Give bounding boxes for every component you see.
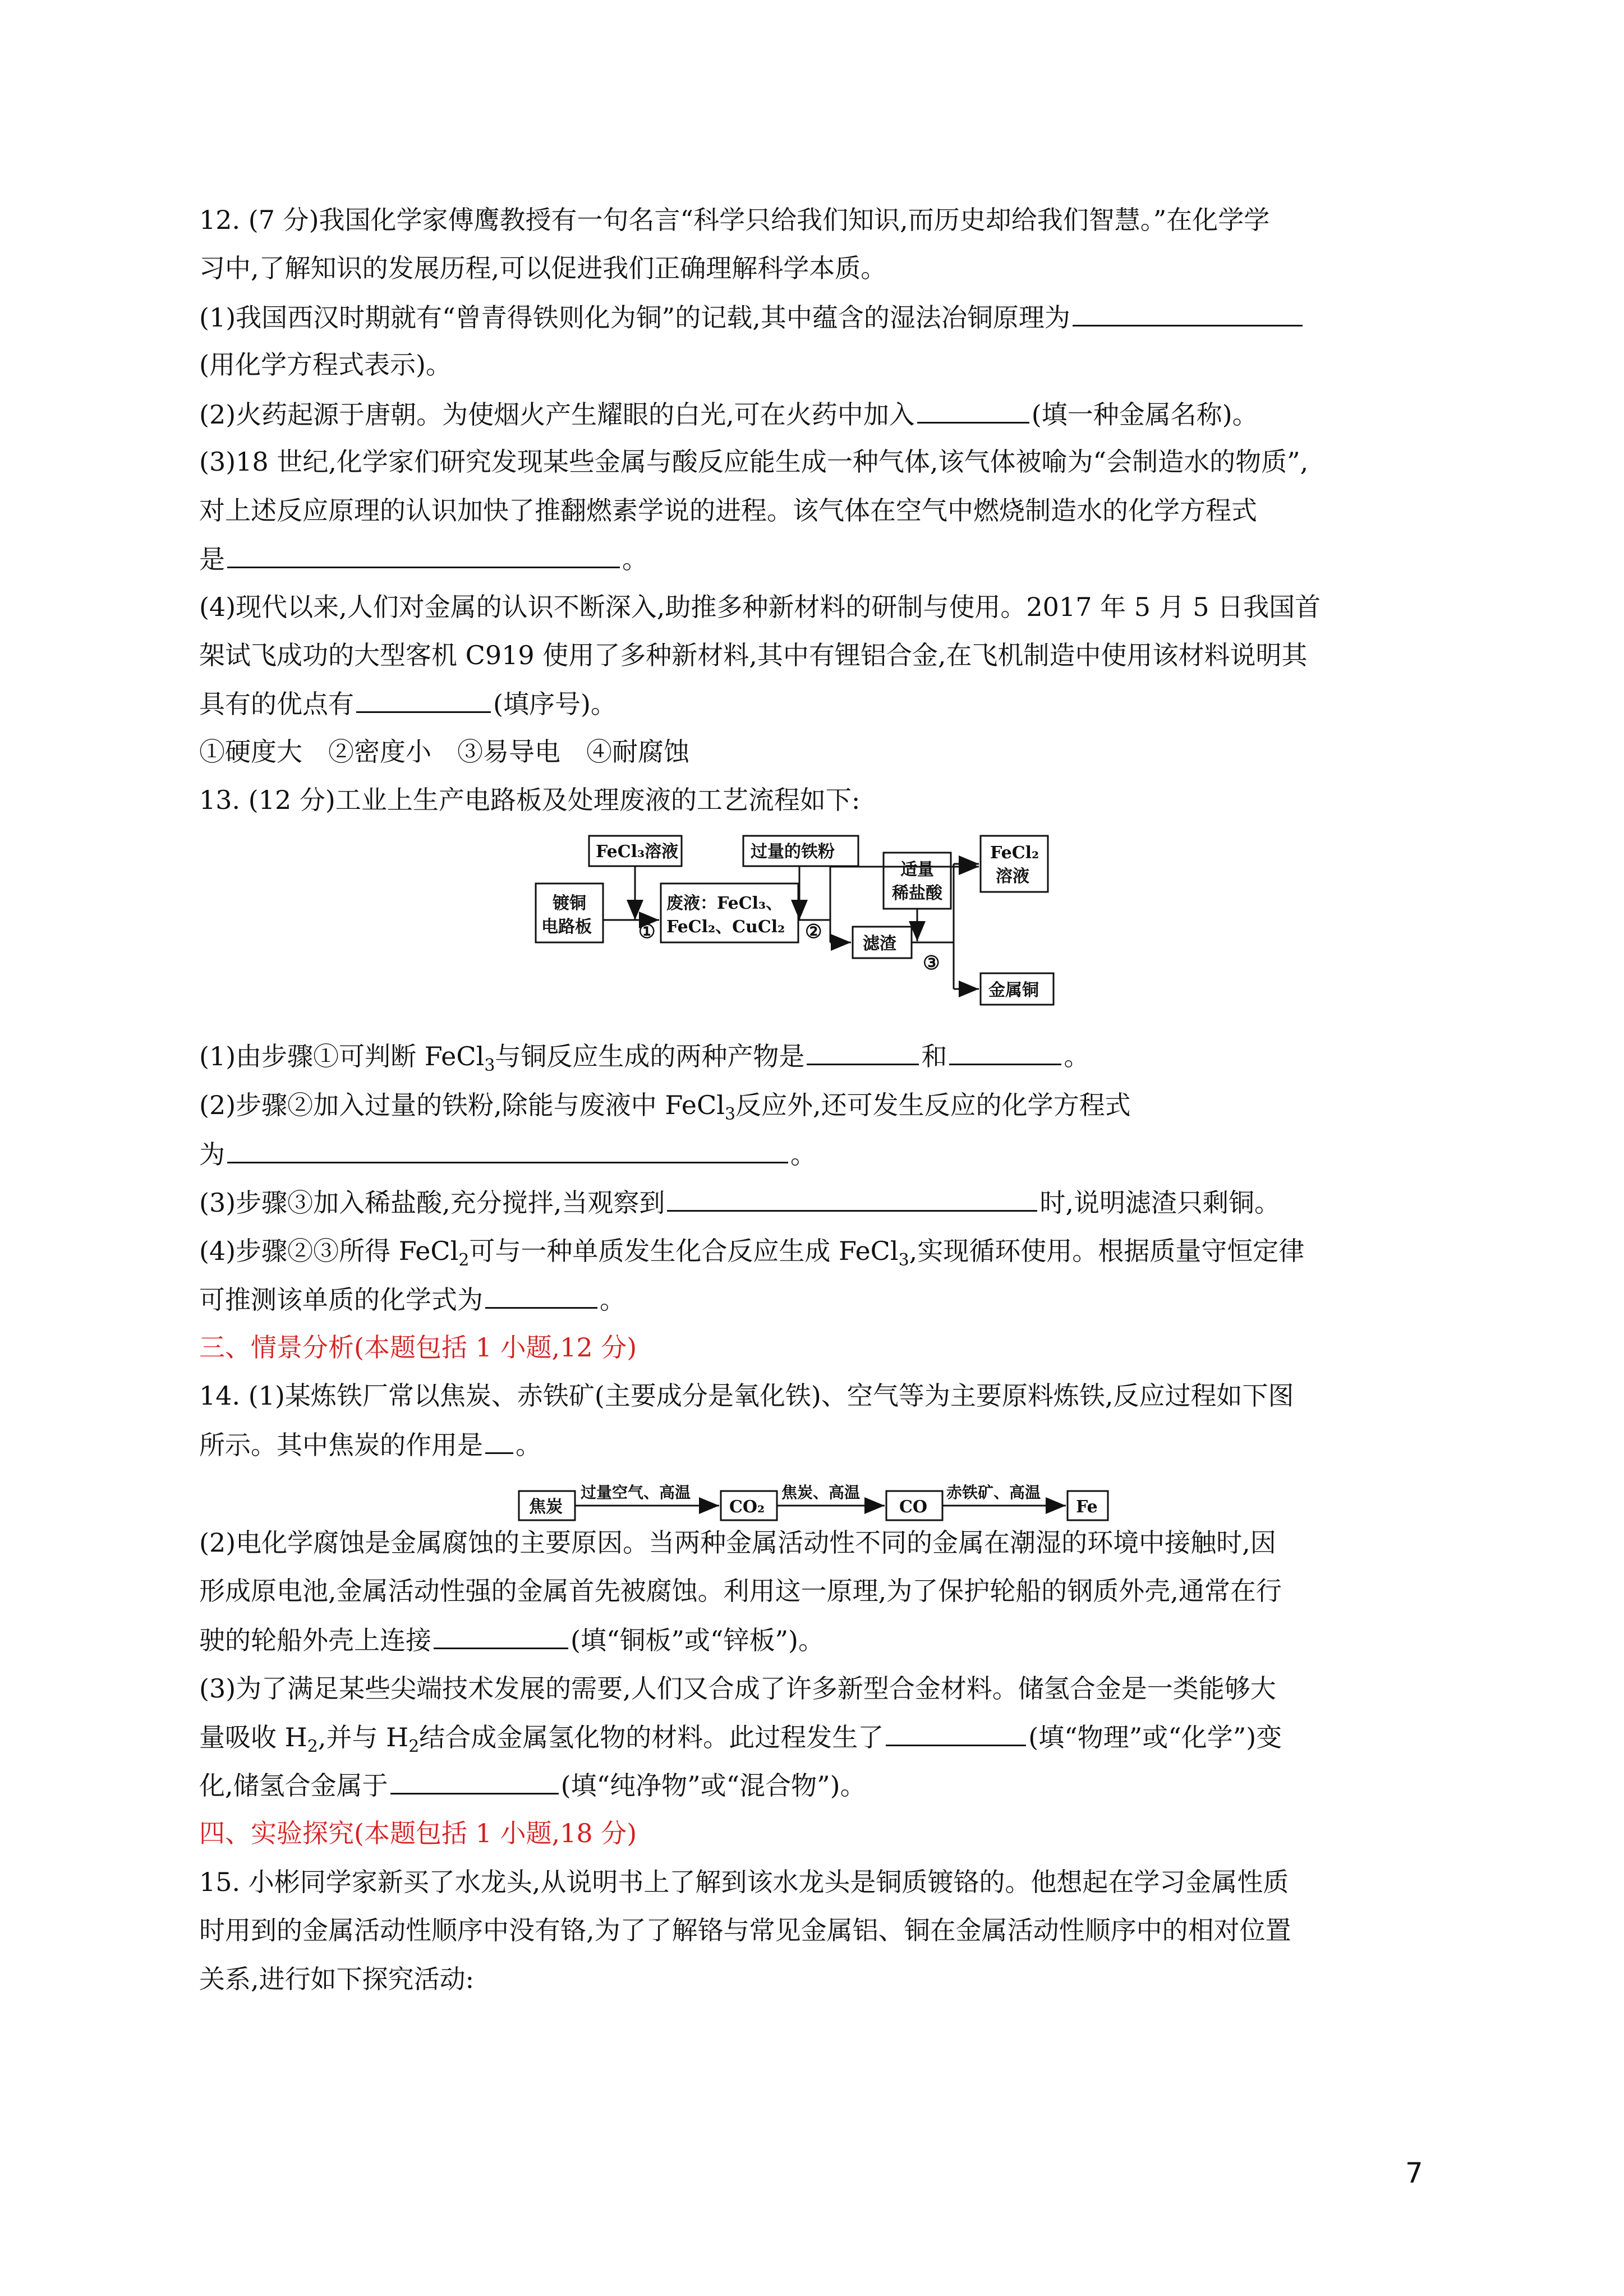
q12-part3-text: (3)18 世纪,化学家们研究发现某些金属与酸反应能生成一种气体,该气体被喻为“会制造水的物质”, (199, 447, 1309, 477)
flow-label-fecl2-1: FeCl₂ (990, 843, 1039, 863)
flow-label-copper: 金属铜 (988, 981, 1039, 1000)
q14-part3-text4: 结合成金属氢化物的材料。此过程发生了 (419, 1722, 884, 1752)
q15-line2 (199, 1913, 1291, 1947)
q13-part1-answer-blank1[interactable] (807, 1039, 919, 1065)
q12-part3-text3: 是 (199, 544, 225, 574)
q14-part3-answer-blank1[interactable] (886, 1720, 1026, 1746)
q12-part4-answer-blank[interactable] (356, 687, 491, 713)
q12-part4-line3 (199, 687, 617, 721)
q13-part4-text3: ,实现循环使用。根据质量守恒定律 (909, 1236, 1305, 1266)
q13-part2-text2: 反应外,还可发生反应的化学方程式 (735, 1090, 1131, 1120)
q14-part3-line2 (199, 1720, 1282, 1764)
q12-part4-text4: (填序号)。 (493, 689, 617, 719)
q14-part1-text: 14. (1)某炼铁厂常以焦炭、赤铁矿(主要成分是氧化铁)、空气等为主要原料炼铁,反应过程如下图 (199, 1381, 1294, 1411)
q15-text1: 15. 小彬同学家新买了水龙头,从说明书上了解到该水龙头是铜质镀铬的。他想起在学习金属性质 (199, 1867, 1289, 1897)
flow-label-hcl-1: 适量 (900, 860, 934, 880)
q14-part3-text5: (填“物理”或“化学”)变 (1028, 1722, 1282, 1752)
q14-part2-line3 (199, 1623, 824, 1657)
q12-part4-text: (4)现代以来,人们对金属的认识不断深入,助推多种新材料的研制与使用。2017 年 5 月 5 日我国首 (199, 592, 1321, 622)
q15-line3 (199, 1962, 474, 1996)
q12-part1-line1 (199, 300, 1305, 334)
q13-part2-text: (2)步骤②加入过量的铁粉,除能与废液中 FeCl (199, 1090, 725, 1120)
q13-part4-text5: 。 (600, 1285, 625, 1315)
section4-heading-text: 四、实验探究(本题包括 1 小题,18 分) (199, 1818, 637, 1848)
q12-part3-text2: 对上述反应原理的认识加快了推翻燃素学说的进程。该气体在空气中燃烧制造水的化学方程式 (199, 495, 1257, 526)
flow-label-cond3: 赤铁矿、高温 (946, 1483, 1041, 1502)
flow-label-hcl-2: 稀盐酸 (892, 884, 942, 903)
flow-label-coke: 焦炭 (529, 1497, 563, 1517)
q12-part2-text: (2)火药起源于唐朝。为使烟火产生耀眼的白光,可在火药中加入 (199, 399, 915, 430)
q13-part1-text: (1)由步骤①可判断 FeCl (199, 1041, 485, 1071)
q14-ironmaking-flow-diagram (513, 1474, 1119, 1525)
q13-part3-line (199, 1185, 1280, 1220)
section3-heading (199, 1331, 637, 1364)
q14-part3-answer-blank2[interactable] (390, 1768, 559, 1795)
flow-label-waste-1: 废液：FeCl₃、 (666, 894, 783, 913)
flow-label-fe: Fe (1076, 1497, 1098, 1517)
q13-part1-text3: 和 (921, 1041, 947, 1071)
q13-part2-line2 (199, 1137, 816, 1171)
q12-stem-text2: 习中,了解知识的发展历程,可以促进我们正确理解科学本质。 (199, 253, 887, 283)
q14-part2-line2 (199, 1574, 1282, 1608)
q13-part1-sub: 3 (484, 1056, 495, 1076)
q13-part1-text2: 与铜反应生成的两种产物是 (495, 1041, 805, 1071)
q14-part2-text4: (填“铜板”或“锌板”)。 (571, 1625, 824, 1655)
q13-part4-answer-blank[interactable] (485, 1282, 597, 1309)
q14-part1-text3: 。 (516, 1430, 541, 1460)
flow-label-residue: 滤渣 (863, 934, 896, 954)
q14-part2-text: (2)电化学腐蚀是金属腐蚀的主要原因。当两种金属活动性不同的金属在潮湿的环境中接触时,因 (199, 1527, 1276, 1558)
q13-part4-text: (4)步骤②③所得 FeCl (199, 1236, 459, 1266)
q12-part2-line (199, 397, 1258, 431)
q15-text2: 时用到的金属活动性顺序中没有铬,为了了解铬与常见金属铝、铜在金属活动性顺序中的相对位置 (199, 1915, 1291, 1945)
q14-part2-line1 (199, 1526, 1276, 1559)
q13-part4-sub2: 3 (898, 1250, 909, 1271)
q14-part2-text3: 驶的轮船外壳上连接 (199, 1625, 431, 1655)
flow-label-cond2: 焦炭、高温 (781, 1483, 861, 1502)
q13-part2-text4: 。 (790, 1139, 816, 1170)
q13-part2-answer-blank[interactable] (227, 1137, 788, 1163)
q13-stem-line (199, 783, 860, 817)
q13-part4-text4: 可推测该单质的化学式为 (199, 1285, 483, 1315)
q14-part2-answer-blank[interactable] (434, 1623, 568, 1649)
q12-part4-line1 (199, 590, 1321, 624)
q14-part1-line1 (199, 1379, 1294, 1412)
q13-part4-line2 (199, 1282, 625, 1317)
q12-part3-line1 (199, 445, 1308, 478)
q14-part3-line3 (199, 1768, 866, 1802)
q12-stem-line2 (199, 251, 886, 285)
section4-heading (199, 1816, 637, 1850)
q13-part3-text: (3)步骤③加入稀盐酸,充分搅拌,当观察到 (199, 1188, 665, 1218)
q12-part3-text4: 。 (622, 544, 648, 574)
q13-part1-line (199, 1039, 1089, 1083)
q12-part1-text2: (用化学方程式表示)。 (199, 349, 452, 380)
q13-process-flow-diagram (527, 830, 1099, 1010)
flow-label-cond1: 过量空气、高温 (581, 1483, 691, 1502)
q13-part3-answer-blank[interactable] (667, 1185, 1037, 1212)
q14-part3-text: (3)为了满足某些尖端技术发展的需要,人们又合成了许多新型合金材料。储氢合金是一类能够大 (199, 1673, 1276, 1704)
q12-part2-answer-blank[interactable] (917, 397, 1029, 424)
q13-stem-text: 13. (12 分)工业上生产电路板及处理废液的工艺流程如下: (199, 785, 861, 815)
flow-label-copper-board-2: 电路板 (541, 917, 592, 937)
q13-part2-line1 (199, 1088, 1131, 1131)
section3-heading-text: 三、情景分析(本题包括 1 小题,12 分) (199, 1332, 637, 1363)
flow-label-fecl2-2: 溶液 (996, 867, 1029, 886)
flow-label-co2: CO₂ (729, 1497, 765, 1517)
q12-stem-text1: 12. (7 分)我国化学家傅鹰教授有一句名言“科学只给我们知识,而历史却给我们智慧。”在化学学 (199, 205, 1270, 235)
q12-stem-line1 (199, 203, 1269, 237)
q12-options-line (199, 735, 689, 769)
q12-part1-text: (1)我国西汉时期就有“曾青得铁则化为铜”的记载,其中蕴含的湿法冶铜原理为 (199, 302, 1070, 333)
page-number: 7 (1405, 2157, 1423, 2189)
q14-part1-answer-blank[interactable] (485, 1428, 513, 1454)
q12-part4-text3: 具有的优点有 (199, 689, 354, 719)
q12-part3-line2 (199, 494, 1257, 527)
flow-label-waste-2: FeCl₂、CuCl₂ (666, 917, 785, 937)
q12-part3-line3 (199, 542, 648, 576)
q14-part3-text3: ,并与 H (318, 1722, 409, 1752)
q14-part1-line2 (199, 1428, 541, 1462)
q14-part1-text2: 所示。其中焦炭的作用是 (199, 1430, 483, 1460)
q13-part4-line1 (199, 1234, 1304, 1277)
flow-label-fecl3-solution: FeCl₃溶液 (596, 842, 679, 862)
flow-label-copper-board-1: 镀铜 (553, 894, 586, 913)
q14-part3-sub1: 2 (307, 1737, 318, 1757)
q12-options-text: ①硬度大 ②密度小 ③易导电 ④耐腐蚀 (199, 737, 689, 767)
q13-part1-text4: 。 (1064, 1041, 1090, 1071)
flow-label-excess-iron: 过量的铁粉 (751, 842, 835, 862)
q13-part1-answer-blank2[interactable] (949, 1039, 1061, 1065)
q15-line1 (199, 1865, 1289, 1899)
flow-label-step2: ② (805, 921, 822, 943)
q12-part2-text2: (填一种金属名称)。 (1031, 399, 1258, 430)
q14-part3-sub2: 2 (408, 1737, 420, 1757)
q12-part3-answer-blank[interactable] (227, 542, 620, 568)
q14-part3-text7: (填“纯净物”或“混合物”)。 (560, 1770, 866, 1801)
q12-part4-text2: 架试飞成功的大型客机 C919 使用了多种新材料,其中有锂铝合金,在飞机制造中使用该材料说明其 (199, 640, 1308, 670)
q15-text3: 关系,进行如下探究活动: (199, 1964, 475, 1994)
q14-part3-text2: 量吸收 H (199, 1722, 307, 1752)
q12-part1-line2 (199, 348, 452, 381)
q13-part4-text2: 可与一种单质发生化合反应生成 FeCl (469, 1236, 899, 1266)
flow-label-co: CO (899, 1497, 928, 1517)
flow-label-step1: ① (638, 921, 656, 943)
q14-part3-text6: 化,储氢合金属于 (199, 1770, 388, 1801)
flow-label-step3: ③ (923, 952, 940, 974)
q14-part2-text2: 形成原电池,金属活动性强的金属首先被腐蚀。利用这一原理,为了保护轮船的钢质外壳,通常在行 (199, 1576, 1282, 1606)
q13-part4-sub1: 2 (458, 1250, 470, 1271)
q14-part3-line1 (199, 1672, 1276, 1705)
q12-part1-answer-blank[interactable] (1073, 300, 1303, 326)
q13-part3-text2: 时,说明滤渣只剩铜。 (1039, 1188, 1281, 1218)
q13-part2-sub: 3 (724, 1105, 736, 1125)
q12-part4-line2 (199, 638, 1307, 672)
q13-part2-text3: 为 (199, 1139, 225, 1170)
